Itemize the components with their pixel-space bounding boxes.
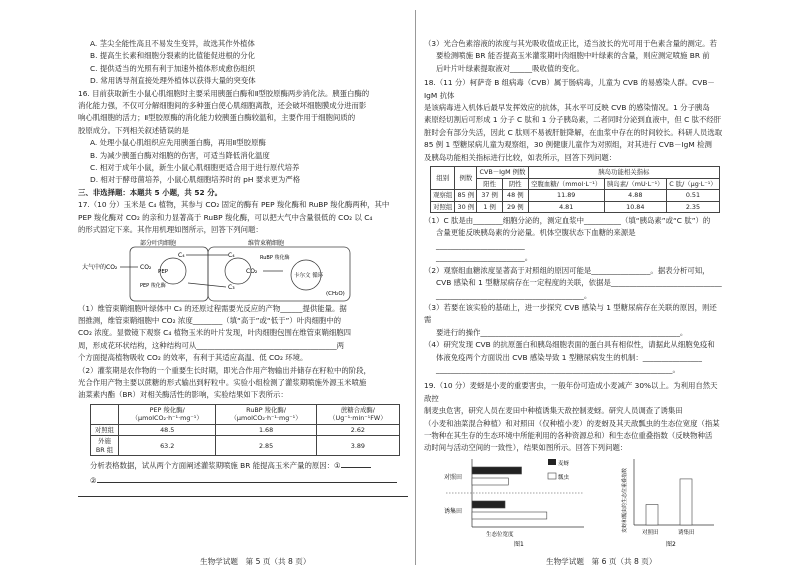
table-header: 阴性: [502, 178, 528, 190]
table-cell: 29 例: [502, 201, 528, 213]
table-cell: 2.62: [316, 424, 399, 436]
c4-mechanism-diagram: [78, 237, 413, 303]
table-cell: 4.88: [604, 190, 666, 202]
chart1-bar-aphid: [472, 501, 505, 508]
atmosphere-co2-label: 大气中的CO₂: [82, 263, 118, 271]
q17-1-line: 周，形成花环状结构，这种结构可从______________________________________两: [78, 340, 345, 350]
q19-line: 19.（10 分）麦蚜是小麦的重要害虫，一般年份可造成小麦减产 30%以上。为利用自然天敌控: [424, 381, 718, 403]
table-row: [91, 436, 400, 456]
footer-page-5: 生物学试题 第 5 页（共 8 页）: [200, 557, 311, 566]
q17-1-line: CO₂ 浓度。显微镜下观察 C₄ 植物玉米的叶片发现，叶肉细胞包围在维管束鞘细胞四: [78, 328, 352, 338]
section-heading: 三、非选择题：本题共 5 小题，共 52 分。: [78, 187, 222, 197]
q18-1-line: （1）C 肽是由________细胞分泌的，测定血浆中__________（填“胰岛素”或“C 肽”）的: [424, 216, 711, 226]
q17-3-line: （3）光合色素溶液的浓度与其光吸收值成正比，适当波长的光可用于色素含量的测定。若: [424, 39, 717, 48]
table-header: PEP 羧化酶/（μmolCO₂·h⁻¹·mg⁻¹）: [118, 404, 215, 424]
q18-line: 脏时会有部分失活，因此 C 肽则不易被肝脏降解，在血浆中存在的时间较长。科研人员选取: [424, 127, 723, 137]
table-header-row: [91, 404, 400, 424]
q16-line: 消化能力强，不仅可分解细胞间的多种蛋白使心肌细胞离散，还会破坏细胞膜成分进而影: [78, 101, 367, 111]
chart2-bar: [646, 504, 658, 524]
table-cell: 1 例: [477, 201, 503, 213]
q17-3-line: 要检测喷施 BR 能否提高玉米灌浆期叶肉细胞中叶绿素的含量，则应测定喷施 BR 前: [436, 51, 710, 61]
q18-3: [424, 302, 724, 339]
legend-label-ladybug: 瓢虫: [558, 474, 570, 481]
table-row: [91, 424, 400, 436]
table-header: C 肽/（μg·L⁻¹）: [666, 178, 719, 190]
legend-label-aphid: 麦蚜: [558, 460, 570, 467]
mesophyll-label: 部分叶肉细胞: [140, 239, 177, 247]
cvb-table: [430, 166, 720, 213]
q17-2-line: 光合作用产物主要以蔗糖的形式输出到籽粒中。实验小组检测了灌浆期喷施外源玉米喷施: [78, 377, 367, 387]
table-cell: 2.85: [216, 436, 316, 456]
legend-swatch-aphid: [548, 459, 556, 465]
q17-1-line: （1）维管束鞘细胞叶绿体中 C₃ 的还原过程需要光反应的产物______提供能量。据: [78, 303, 347, 313]
q18-2-line: CVB 感染和 1 型糖尿病存在一定程度的关联，依据是______________________________: [436, 278, 722, 288]
q18-1-line: 含量更能反映胰岛素的分泌量。机体空腹状态下血糖的来源是________________________: [436, 228, 636, 250]
calvin-cycle-label: 卡尔文 循环: [294, 272, 324, 279]
q16-line: 响心肌细胞的活力；Ⅱ型胶原酶的消化能力较胰蛋白酶较温和，主要作用于细胞间质的: [78, 113, 356, 123]
arrow: [188, 283, 226, 287]
q16-line: 16. 目前获取新生小鼠心肌细胞时主要采用胰蛋白酶和Ⅱ型胶原酶两步消化法。胰蛋白酶的: [78, 88, 370, 98]
q19-line: 动时间与活动空间的一致性），结果如图所示。回答下列问题：: [424, 443, 628, 453]
chart2-cat-label: 诱集田: [678, 529, 695, 536]
q19-line: 制麦虫危害，研究人员在麦田中种植诱集天敌控制麦蚜。研究人员调查了诱集田: [424, 406, 683, 416]
q18-4-line: 体液免疫两个方面说出 CVB 感染导致 1 型糖尿病发生的机制：________________: [436, 352, 702, 362]
q17-3-cont: [424, 38, 724, 75]
rubp-enzyme-label: RuBP 羧化酶: [260, 254, 290, 261]
c4-label: C₄: [178, 251, 185, 259]
q17-line: 的形式固定下来。其作用机理如图所示，回答下列问题：: [78, 225, 263, 235]
chart1-cat-label: 诱集田: [444, 507, 463, 515]
option-c: C. 提供适当的光照有利于加速外植体形成愈伤组织: [90, 63, 256, 73]
q18-2-line: ________________________________________。: [436, 290, 592, 300]
q17-1: [78, 303, 413, 365]
q18-3-line: （3）若要在该实验的基础上，进一步探究 CVB 感染与 1 型糖尿病存在关联的原因，则还需: [424, 302, 717, 325]
c4-label-2: C₄: [228, 251, 235, 259]
chart1-title: 图1: [514, 540, 524, 548]
q18-line: 是该病毒进入机体后最早发挥效应的抗体，其水平可反映 CVB 的感染情况。1 分子胰岛: [424, 103, 710, 113]
q18-1: [424, 215, 724, 265]
option-c: C. 相对于成年小鼠，新生小鼠心肌细胞更适合用于进行原代培养: [90, 163, 300, 173]
option-d: D. 常用诱导剂直接处理外植体以获得大量的突变体: [90, 76, 256, 86]
chart1-bar-aphid: [472, 467, 522, 474]
page-6: [424, 0, 724, 579]
q17-2-line: （2）灌浆期是农作物的一个重要生长时期，即光合作用产物输出并储存在籽粒中的阶段，: [78, 365, 371, 375]
table-cell: 外施 BR 组: [91, 436, 119, 456]
answer-line: [78, 487, 413, 501]
q18: [424, 77, 724, 164]
co2-label-2: CO₂: [246, 267, 258, 275]
table-header: RuBP 羧化酶/（μmolCO₂·h⁻¹·mg⁻¹）: [216, 404, 316, 424]
table-row: [431, 190, 720, 202]
q17-3-line: [78, 458, 413, 472]
q17-line: PEP 羧化酶对 CO₂ 的亲和力显著高于 RuBP 羧化酶，可以把大气中含量很低的 CO₂ 以 C₄: [78, 212, 373, 222]
table-header: 组别: [431, 167, 455, 190]
q18-2: [424, 265, 724, 302]
option-a: A. 处理小鼠心肌组织应先用胰蛋白酶，再用Ⅱ型胶原酶: [90, 138, 266, 148]
table-header: [91, 404, 119, 424]
niche-overlap-chart: [614, 455, 724, 550]
q18-2-line: （2）观察组血糖浓度显著高于对照组的原因可能是________________。据表分析可知，: [424, 265, 710, 275]
enzyme-table: [90, 404, 400, 457]
q18-4-line: （4）研究发现 CVB 的抗原蛋白和胰岛细胞表面的蛋白具有相似性，请据此从细胞免疫和: [424, 340, 715, 350]
q17-3-text: 分析表格数据，试从两个方面阐述灌浆期喷施 BR 能提高玉米产量的原因：①: [90, 461, 341, 471]
q18-line: 及胰岛功能相关指标进行比较，如表所示，回答下列问题：: [424, 152, 617, 162]
option-d: D. 相对于酵母菌培养，小鼠心肌细胞培养时的 pH 要求更为严格: [90, 175, 301, 185]
q18-line: 素原经切割后可形成 1 分子 C 肽和 1 分子胰岛素，二者同时分泌到血液中，但 C 肽不经肝: [424, 115, 722, 125]
chart2-cat-label: 对照田: [642, 529, 659, 536]
q16: [78, 88, 413, 187]
table-header: 阳性: [477, 178, 503, 190]
page-5: [78, 0, 413, 579]
table-cell: 对照组: [431, 201, 455, 213]
chart1-xlabel: 生态位宽度: [486, 531, 514, 538]
table-cell: 30 例: [455, 201, 477, 213]
c3-label: C₃: [228, 283, 235, 291]
table-cell: 11.89: [528, 190, 604, 202]
table-header: 蔗糖合成酶/（Ug⁻¹·min⁻¹FW）: [316, 404, 399, 424]
chart1-cat-label: 对照田: [444, 473, 463, 481]
table-header: 胰岛素/（mU·L⁻¹）: [604, 178, 666, 190]
bundle-sheath-label: 维管束鞘细胞: [248, 239, 285, 247]
chart2-title: 图2: [666, 540, 676, 548]
q17-line: 17.（10 分）玉米是 C₄ 植物，其参与 CO₂ 固定的酶有 PEP 羧化酶和 RuBP 羧化酶两种，其中: [78, 200, 390, 210]
chart2-bar: [680, 479, 692, 525]
table-cell: 85 例: [455, 190, 477, 202]
q19-line: （小麦和油菜混合种植）和对照田（仅种植小麦）的麦蚜及其天敌瓢虫的生态位宽度（指某: [424, 418, 720, 428]
table-cell: 37 例: [477, 190, 503, 202]
q16-line: 胶原成分。下列相关叙述错误的是: [78, 125, 189, 135]
answer-blank[interactable]: [78, 487, 408, 497]
table-cell: 63.2: [118, 436, 215, 456]
co2-label: CO₂: [140, 263, 152, 271]
table-cell: 0.51: [666, 190, 719, 202]
pep-enzyme-label: PEP 羧化酶: [140, 282, 166, 289]
q17-1-line: 图推测，维管束鞘细胞中 CO₂ 浓度________（填“高于”或“低于”）叶肉细胞中的: [78, 315, 342, 325]
q17-2-line: 油菜素内酯（BR）对相关酶活性的影响，实验结果如下表所示：: [78, 390, 288, 400]
q15-options: [78, 38, 413, 88]
q18-4: [424, 339, 724, 376]
chart2-ylabel: 麦蚜和瓢虫的生态位重叠指数: [622, 467, 628, 533]
table-cell: 4.81: [528, 201, 604, 213]
q18-line: 18.（11 分）柯萨奇 B 组病毒（CVB）属于肠病毒，儿童为 CVB 的易感染人群。CVB－IgM 抗体: [424, 78, 715, 100]
table-cell: 1.68: [216, 424, 316, 436]
table-header: 例数: [455, 167, 477, 190]
chart1-bar-ladybug: [472, 478, 508, 485]
table-cell: 48 例: [502, 190, 528, 202]
table-header: 胰岛功能相关指标: [528, 167, 719, 179]
table-header: 空腹血糖/（mmol·L⁻¹）: [528, 178, 604, 190]
q18-1-line: ________________________。: [436, 253, 533, 263]
table-header: CVB－IgM 例数: [477, 167, 528, 179]
q17-2: [78, 365, 413, 402]
pep-label: PEP: [158, 268, 169, 275]
chart1-bar-ladybug: [472, 512, 547, 519]
q17-3b-line: [78, 473, 413, 487]
ch2o-label: (CH₂O): [326, 290, 345, 297]
q17: [78, 199, 413, 236]
q18-line: 85 例 1 型糖尿病儿童为观察组，30 例健康儿童作为对照组，对其进行 CVB－IgM 检测: [424, 140, 712, 150]
q19: [424, 380, 724, 454]
legend-swatch-ladybug: [548, 473, 556, 479]
niche-width-chart: [444, 455, 594, 550]
option-b: B. 为减少胰蛋白酶对细胞的伤害，可适当降低消化温度: [90, 150, 270, 160]
table-cell: 对照组: [91, 424, 119, 436]
footer-page-6: 生物学试题 第 6 页（共 8 页）: [546, 557, 657, 566]
option-a: A. 茎尖全能性高且不易发生变异，故选其作外植体: [90, 39, 255, 48]
answer-blank[interactable]: [341, 458, 371, 468]
table-cell: 观察组: [431, 190, 455, 202]
q18-3-line: 要进行的操作______________________________________________________。: [436, 327, 688, 337]
q18-4-line: ________________________________________________________________。: [436, 364, 680, 374]
q19-line: 一物种在其生存的生态环境中所能利用的各种资源总和）和生态位重叠指数（反映物种活: [424, 430, 713, 440]
option-b: B. 提高生长素和细胞分裂素的比值能促进根的分化: [90, 51, 255, 61]
q17-3-line: 后叶片叶绿素提取液对______吸收值的变化。: [436, 63, 584, 73]
table-cell: 3.89: [316, 436, 399, 456]
answer-blank[interactable]: [97, 473, 397, 483]
table-row: [431, 201, 720, 213]
table-cell: 48.5: [118, 424, 215, 436]
q17-1-line: 个方面提高植物吸收 CO₂ 的效率，有利于其适应高温、低 CO₂ 环境。: [78, 353, 308, 363]
q17-3b-text: ②: [90, 475, 97, 485]
table-header-row: [431, 167, 720, 179]
table-cell: 10.84: [604, 201, 666, 213]
charts-row: [424, 455, 724, 550]
page-divider: [415, 10, 416, 565]
table-cell: 2.35: [666, 201, 719, 213]
